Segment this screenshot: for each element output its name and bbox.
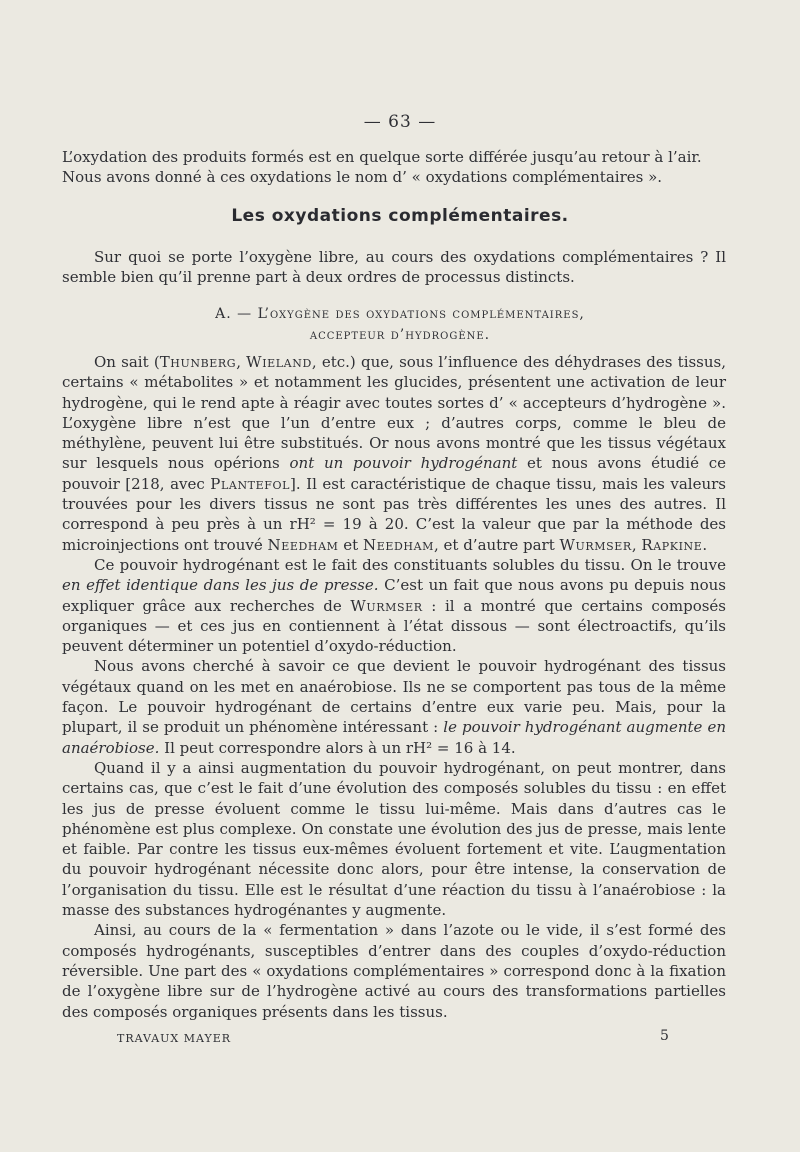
author-wieland: Wieland: [246, 353, 312, 371]
intro-paragraph: [62, 147, 726, 188]
author-wurmser: Wurmser: [559, 535, 632, 554]
paragraph-1: [62, 247, 726, 288]
author-needham-2: Needham: [362, 535, 434, 554]
page-number: — 63 —: [363, 112, 437, 132]
author-rapkine: Rapkine: [641, 535, 703, 554]
emphasis-jus: en effet identique dans les jus de presse.: [62, 576, 379, 595]
paragraph-6: Ainsi, au cours de la « fermentation » dans l’azote ou le vide, il s’est formé des composés hydrogénants, susceptibles d’entrer dans des couples d’oxydo-réduction réversible. Une part des « oxydations complémentaires » correspond donc à la fixation de l’oxygène libre sur de l’hydrogène activé au cours des transformations partielles des composés organiques présents dans les tissus.: [62, 921, 726, 1021]
paragraph-5: Quand il y a ainsi augmentation du pouvoir hydrogénant, on peut montrer, dans certains cas, que c’est le fait d’une évolution des composés solubles du tissu : en effet les jus de presse évoluent comme le tissu lui-même. Mais dans d’autres cas le phénomène est plus complexe. On constate une évolution des jus de presse, mais lente et faible. Par contre les tissus eux-mêmes évoluent fortement et vite. L’augmentation du pouvoir hydrogénant nécessite donc alors, pour être intense, la conservation de l’organisation du tissu. Elle est le résultat d’une réaction du tissu à l’anaérobiose : la masse des substances hydrogénantes y augmente.: [62, 758, 726, 920]
footer-signature-mark: 5: [660, 1028, 669, 1044]
subheading: [0, 304, 800, 346]
main-text: [62, 352, 726, 1022]
intro-line-1: L’oxydation des produits formés est en quelque sorte différée jusqu’au retour à l’air.: [62, 148, 702, 166]
author-thunberg: Thunberg: [159, 353, 237, 371]
author-wurmser-2: Wurmser: [350, 596, 423, 615]
section-heading: Les oxydations complémentaires.: [231, 206, 569, 226]
intro-line-2: Nous avons donné à ces oxydations le nom d’ « oxydations complémentaires ».: [62, 168, 663, 187]
paragraph-3: Ce pouvoir hydrogénant est le fait des constituants solubles du tissu. On le trouve en effet identique dans les jus de presse. C’est un fait que nous avons pu depuis nous expliquer grâce aux recherches de Wurmser : il a montré que certains composés organiques — et ces jus en contiennent à l’état dissous — sont électroactifs, qu’ils peuvent déterminer un potentiel d’oxydo-réduction.: [62, 555, 726, 656]
paragraph-4: Nous avons cherché à savoir ce que devient le pouvoir hydrogénant des tissus végétaux quand on les met en anaérobiose. Ils ne se comportent pas tous de la même façon. Le pouvoir hydrogénant de certains d’entre eux varie peu. Mais, pour la plupart, il se produit un phénomène intéressant : le pouvoir hydrogénant augmente en anaérobiose. Il peut correspondre alors à un rH² = 16 à 14.: [62, 657, 726, 757]
subheading-line-2: accepteur d’hydrogène.: [309, 327, 491, 343]
footer-series-title: TRAVAUX MAYER: [117, 1032, 232, 1045]
emphasis-anaerobiose: le pouvoir hydrogénant augmente en anaérobiose.: [62, 718, 726, 757]
paragraph-1-text: Sur quoi se porte l’oxygène libre, au cours des oxydations complémentaires ? Il semble bien qu’il prenne part à deux ordres de processus distincts.: [62, 248, 726, 287]
subheading-line-1: A. — L’oxygène des oxydations complémentaires,: [215, 306, 585, 322]
paragraph-2: On sait (Thunberg, Wieland, etc.) que, sous l’influence des déhydrases des tissus, certains « métabolites » et notamment les glucides, présentent une activation de leur hydrogène, qui le rend apte à réagir avec toutes sortes d’ « accepteurs d’hydrogène ». L’oxygène libre n’est que l’un d’entre eux ; d’autres corps, comme le bleu de méthylène, peuvent lui être substitués. Or nous avons montré que les tissus végétaux sur lesquels nous opérions ont un pouvoir hydrogénant et nous avons étudié ce pouvoir [218, avec Plantefol]. Il est caractéristique de chaque tissu, mais les valeurs trouvées pour les divers tissus ne sont pas très différentes les unes des autres. Il correspond à peu près à un rH² = 19 à 20. C’est la valeur que par la méthode des microinjections ont trouvé Needham et Needham, et d’autre part Wurmser, Rapkine.: [62, 353, 727, 554]
author-needham: Needham: [267, 535, 339, 554]
author-plantefol: Plantefol: [210, 474, 290, 493]
emphasis-pouvoir: ont un pouvoir hydrogénant: [289, 454, 518, 473]
